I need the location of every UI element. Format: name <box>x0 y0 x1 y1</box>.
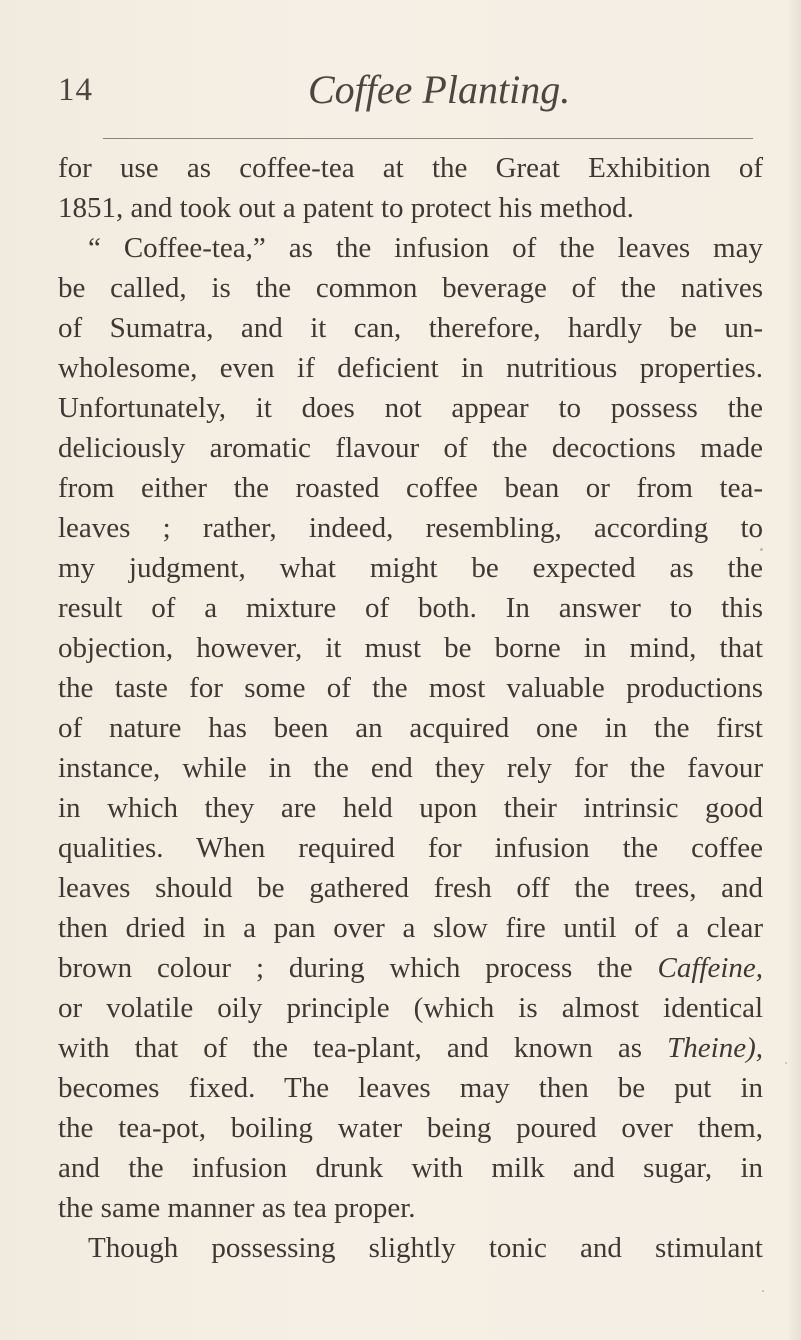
text-line: becomes fixed. The leaves may then be put in <box>58 1072 763 1104</box>
text-line: then dried in a pan over a slow fire until of a clear <box>58 912 763 944</box>
paper-speck <box>760 548 763 551</box>
text-line: of nature has been an acquired one in the first <box>58 712 763 744</box>
text-line: objection, however, it must be borne in mind, that <box>58 632 763 664</box>
text-line: be called, is the common beverage of the natives <box>58 272 763 304</box>
text-line: the taste for some of the most valuable productions <box>58 672 763 704</box>
text-line: or volatile oily principle (which is almost identical <box>58 992 763 1024</box>
text-line: wholesome, even if deficient in nutritious properties. <box>58 352 763 384</box>
text-line: Unfortunately, it does not appear to possess the <box>58 392 763 424</box>
text-line: from either the roasted coffee bean or from tea- <box>58 472 763 504</box>
text-line: deliciously aromatic flavour of the decoctions made <box>58 432 763 464</box>
text-line: qualities. When required for infusion the coffee <box>58 832 763 864</box>
page-number: 14 <box>58 72 93 108</box>
text-line: of Sumatra, and it can, therefore, hardly be un- <box>58 312 763 344</box>
text-line: the same manner as tea proper. <box>58 1192 416 1224</box>
text-line: “ Coffee-tea,” as the infusion of the leaves may <box>88 232 763 264</box>
text-line: my judgment, what might be expected as the <box>58 552 763 584</box>
page-edge-shadow <box>787 0 801 1340</box>
paper-speck <box>762 1290 764 1292</box>
body-text <box>58 148 763 1268</box>
text-line: 1851, and took out a patent to protect his method. <box>58 192 634 224</box>
text-line <box>58 1028 763 1068</box>
text-line: and the infusion drunk with milk and sugar, in <box>58 1152 763 1184</box>
text-line: leaves ; rather, indeed, resembling, according to <box>58 512 763 544</box>
text-line: instance, while in the end they rely for the favour <box>58 752 763 784</box>
paper-speck <box>785 1062 787 1064</box>
text-line <box>58 948 763 988</box>
text-line: in which they are held upon their intrinsic good <box>58 792 763 824</box>
italic-term: Caffeine, <box>657 952 763 984</box>
page-header <box>58 66 758 126</box>
text-segment: brown colour ; during which process the <box>58 952 658 984</box>
text-line: result of a mixture of both. In answer to this <box>58 592 763 624</box>
text-line: the tea-pot, boiling water being poured over them, <box>58 1112 763 1144</box>
italic-term: Theine), <box>667 1032 763 1064</box>
text-line: leaves should be gathered fresh off the trees, and <box>58 872 763 904</box>
header-rule <box>103 138 753 139</box>
text-line: for use as coffee-tea at the Great Exhibition of <box>58 152 763 184</box>
running-title: Coffee Planting. <box>308 67 571 112</box>
text-line: Though possessing slightly tonic and stimulant <box>88 1232 763 1264</box>
text-segment: with that of the tea-plant, and known as <box>58 1032 668 1064</box>
